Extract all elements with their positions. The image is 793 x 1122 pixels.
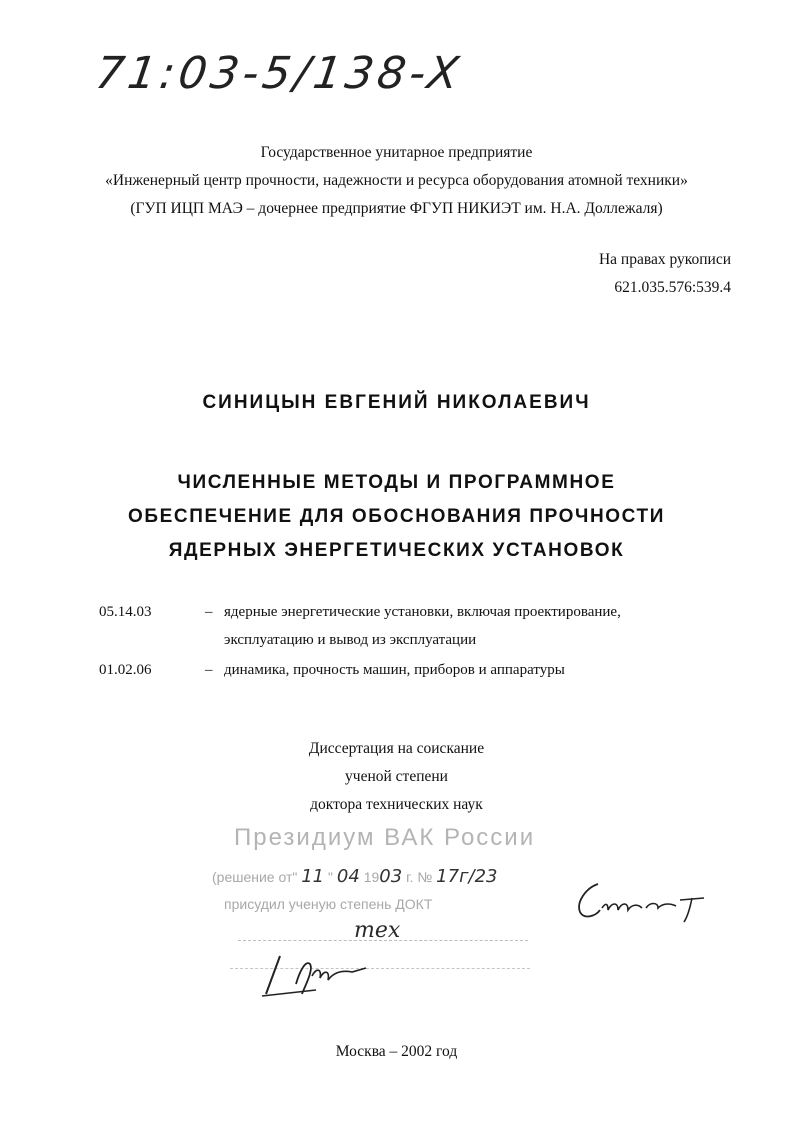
degree-line: ученой степени [345,768,448,785]
vak-stamp [208,818,548,1008]
specialty-text-line: эксплуатацию и вывод из эксплуатации [224,632,477,648]
specialty-text-line: динамика, прочность машин, приборов и аппаратуры [224,662,565,678]
footer-city-year: Москва – 2002 год [335,1043,458,1060]
specialty-dash: – [205,662,213,678]
stamp-number-label: г. № [406,869,433,885]
stamp-signature-icon [256,950,386,1000]
degree-line: Диссертация на соискание [308,740,485,757]
stamp-divider [238,940,528,941]
degree-block [0,735,793,819]
specialty-text-line: ядерные энергетические установки, включая проектирование, [224,604,621,620]
specialty-item [99,598,719,654]
author-name: СИНИЦЫН ЕВГЕНИЙ НИКОЛАЕВИЧ [202,392,591,413]
organization-line: Государственное унитарное предприятие [260,144,533,161]
organization-line: (ГУП ИЦП МАЭ – дочернее предприятие ФГУП НИКИЭТ им. Н.А. Доллежаля) [130,200,663,217]
stamp-field: тех [354,918,401,943]
specialty-text [224,656,719,684]
specialty-code: 01.02.06 [99,662,152,678]
stamp-decision-prefix: (решение от" [212,869,298,885]
stamp-degree-line: присудил ученую степень ДОКТ [224,896,433,912]
specialty-code: 05.14.03 [99,604,152,620]
archive-code: 71:03-5/138-X [92,48,466,99]
stamp-day: 11 [301,866,325,887]
stamp-number: 17г/23 [436,866,498,887]
title-line: ОБЕСПЕЧЕНИЕ ДЛЯ ОБОСНОВАНИЯ ПРОЧНОСТИ [128,506,665,527]
stamp-title: Президиум ВАК России [234,824,536,851]
organization-line: «Инженерный центр прочности, надежности и ресурса оборудования атомной техники» [105,172,688,189]
specialty-text [224,598,719,654]
degree-line: доктора технических наук [310,796,483,813]
udc-code: 621.035.576:539.4 [614,279,731,296]
specialty-dash: – [205,604,213,620]
stamp-month: 04 [336,866,360,887]
specialties-list [99,598,719,684]
title-line: ЧИСЛЕННЫЕ МЕТОДЫ И ПРОГРАММНОЕ [177,472,616,493]
organization-block [0,139,793,223]
stamp-decision-line: (решение от" 11 " 04 1903 г. № 17г/23 [212,866,498,887]
stamp-year: 03 [379,866,403,887]
specialty-item [99,656,719,684]
stamp-year-prefix: 19 [363,869,380,885]
manuscript-rights-label: На правах рукописи [598,251,731,268]
author-signature-icon [572,878,712,928]
title-line: ЯДЕРНЫХ ЭНЕРГЕТИЧЕСКИХ УСТАНОВОК [168,540,625,561]
dissertation-title [0,466,793,568]
rights-block [599,246,731,302]
